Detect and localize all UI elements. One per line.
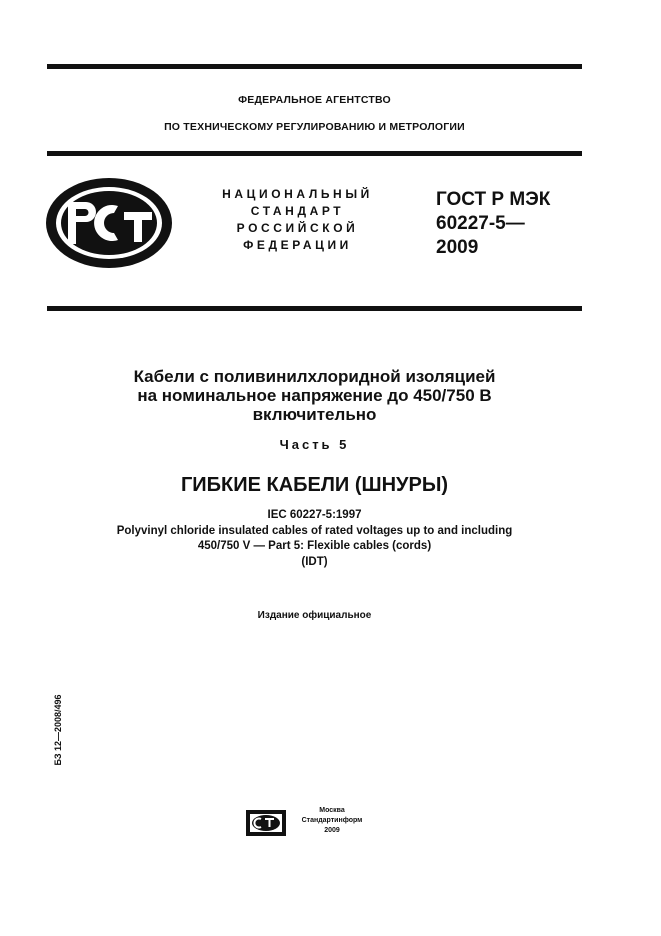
publisher-city: Москва (319, 807, 345, 814)
part-label: Часть 5 (279, 437, 350, 452)
standartinform-logo-icon (246, 808, 286, 838)
designation-line-1: ГОСТ Р МЭК (436, 189, 551, 210)
middle-rule (47, 306, 582, 311)
iec-reference (47, 508, 582, 570)
standard-type-line-2: СТАНДАРТ (250, 204, 345, 218)
subtitle: ГИБКИЕ КАБЕЛИ (ШНУРЫ) (180, 474, 449, 496)
side-code: БЗ 12—2008/496 (53, 694, 63, 766)
standard-designation (436, 188, 550, 260)
english-title-line-2: 450/750 V — Part 5: Flexible cables (cords) (197, 540, 432, 552)
iec-ref: IEC 60227-5:1997 (267, 509, 362, 521)
designation-line-2: 60227-5— (436, 213, 525, 234)
title-line-1: Кабели с поливинилхлоридной изоляцией (133, 367, 496, 386)
top-rule (47, 64, 582, 69)
agency-line-2: ПО ТЕХНИЧЕСКОМУ РЕГУЛИРОВАНИЮ И МЕТРОЛОГИИ (164, 121, 465, 133)
publisher-year: 2009 (324, 827, 340, 834)
standard-type-line-3: РОССИЙСКОЙ (236, 221, 359, 235)
header-rule (47, 151, 582, 156)
title-line-3: включительно (252, 405, 377, 424)
edition-label: Издание официальное (257, 610, 372, 621)
publisher-info (292, 806, 372, 836)
title-line-2: на номинальное напряжение до 450/750 В (137, 386, 492, 405)
standard-type (200, 186, 395, 254)
idt-label: (IDT) (301, 555, 328, 568)
agency-line-1: ФЕДЕРАЛЬНОЕ АГЕНТСТВО (238, 94, 391, 106)
standard-type-line-4: ФЕДЕРАЦИИ (243, 238, 352, 252)
document-title (47, 367, 582, 424)
rst-emblem-icon (44, 176, 174, 270)
designation-line-3: 2009 (436, 237, 479, 258)
english-title-line-1: Polyvinyl chloride insulated cables of rated voltages up to and including (116, 524, 513, 537)
standard-type-line-1: НАЦИОНАЛЬНЫЙ (222, 187, 373, 201)
publisher-name: Стандартинформ (301, 817, 363, 824)
